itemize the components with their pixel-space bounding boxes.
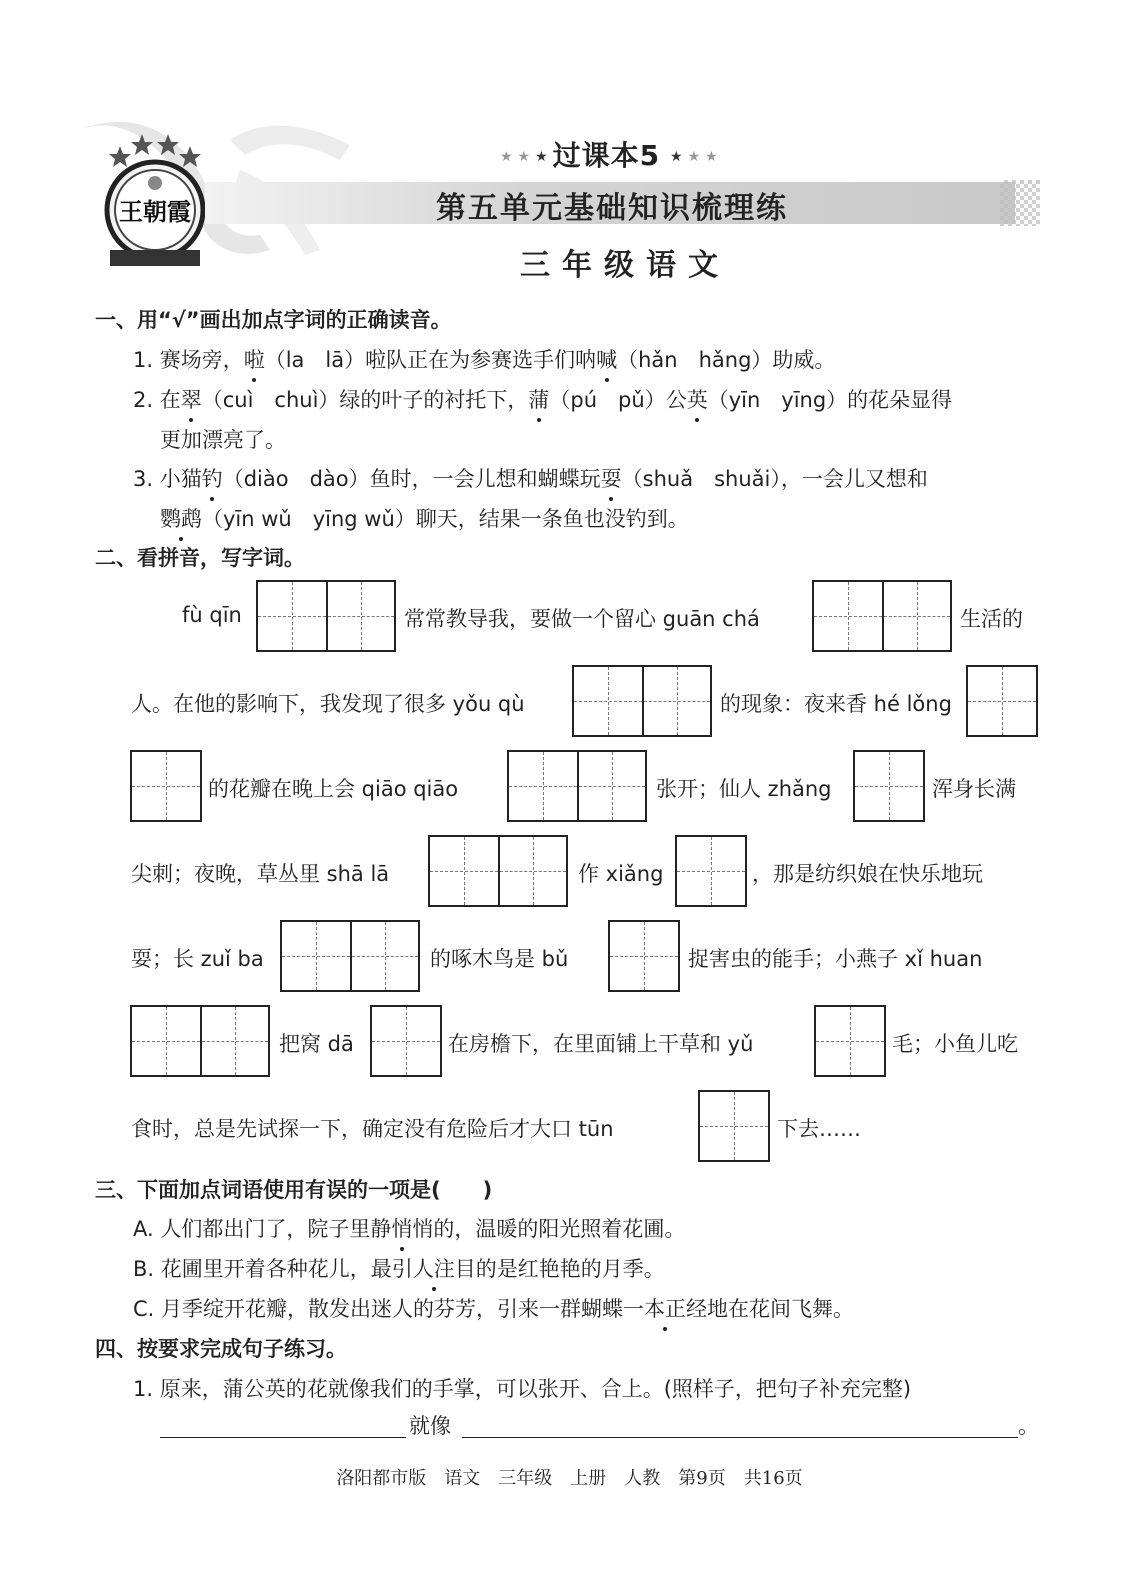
writing-box[interactable] [675, 835, 747, 907]
q2-text: 浑身长满 [932, 777, 1016, 801]
page-footer: 洛阳都市版 语文 三年级 上册 人教 第9页 共16页 [336, 1468, 803, 1489]
series-label [500, 134, 723, 174]
checker-decoration [1000, 180, 1040, 226]
q2-text: 张开；仙人 zhǎng [656, 777, 832, 801]
star-icon: ★ [535, 149, 553, 165]
writing-box[interactable] [572, 665, 712, 737]
q2-text: 常常教导我，要做一个留心 guān chá [404, 607, 760, 631]
option-c[interactable]: C. 月季绽开花瓣，散发出迷人的芬芳，引来一群蝴蝶一本正经地在花间飞舞。 [133, 1293, 854, 1323]
q2-text: 在房檐下，在里面铺上干草和 yǔ [448, 1032, 754, 1056]
writing-box[interactable] [256, 580, 396, 652]
q2-text: fù qīn [182, 603, 242, 627]
q2-text: 毛；小鱼儿吃 [892, 1032, 1018, 1056]
q2-text: 作 xiǎng [578, 862, 664, 886]
star-icon: ★★ [687, 149, 723, 165]
logo-text: 王朝霞 [119, 197, 191, 226]
q4-mid-text: 就像 [409, 1414, 451, 1438]
writing-box[interactable] [698, 1090, 770, 1162]
q4-end-mark: 。 [1018, 1414, 1039, 1438]
page-subtitle: 三年级语文 [520, 248, 730, 283]
section-2-heading: 二、看拼音，写字词。 [95, 546, 305, 570]
writing-box[interactable] [130, 750, 202, 822]
star-icon: ★ [660, 149, 688, 165]
q1-line-5: 鹦鹉（yīn wǔ yīng wǔ）聊天，结果一条鱼也没钓到。 [160, 503, 689, 533]
writing-box[interactable] [428, 835, 568, 907]
star-icon: ★★ [500, 149, 536, 165]
q2-text: 人。在他的影响下，我发现了很多 yǒu qù [131, 692, 525, 716]
writing-box[interactable] [280, 920, 420, 992]
writing-box[interactable] [853, 750, 925, 822]
option-a[interactable]: A. 人们都出门了，院子里静悄悄的，温暖的阳光照着花圃。 [133, 1213, 685, 1243]
page-title: 第五单元基础知识梳理练 [436, 191, 788, 226]
option-b[interactable]: B. 花圃里开着各种花儿，最引人注目的是红艳艳的月季。 [133, 1253, 665, 1283]
q2-text: ，那是纺织娘在快乐地玩 [752, 862, 983, 886]
q2-text: 的啄木鸟是 bǔ [430, 947, 569, 971]
q1-line-3: 更加漂亮了。 [160, 428, 286, 452]
q2-text: 耍；长 zuǐ ba [131, 947, 264, 971]
writing-box[interactable] [608, 920, 680, 992]
q1-line-1: 1. 赛场旁，啦（la lā）啦队正在为参赛选手们呐喊（hǎn hǎng）助威。 [133, 344, 835, 374]
q2-text: 尖刺；夜晚，草丛里 shā lā [131, 862, 390, 886]
q4-line-1: 1. 原来，蒲公英的花就像我们的手掌，可以张开、合上。(照样子，把句子补充完整) [133, 1377, 912, 1401]
section-4-heading: 四、按要求完成句子练习。 [95, 1337, 347, 1361]
q2-text: 的花瓣在晚上会 qiāo qiāo [208, 777, 459, 801]
q1-line-4: 3. 小猫钓（diào dào）鱼时，一会儿想和蝴蝶玩耍（shuǎ shuǎi），一会儿又想和 [133, 463, 928, 493]
q2-text: 生活的 [960, 607, 1023, 631]
writing-box[interactable] [130, 1005, 270, 1077]
section-1-heading: 一、用“√”画出加点字词的正确读音。 [95, 308, 452, 332]
q2-text: 的现象：夜来香 hé lǒng [720, 692, 952, 716]
q2-text: 捉害虫的能手；小燕子 xǐ huan [688, 947, 983, 971]
writing-box[interactable] [814, 1005, 886, 1077]
answer-blank[interactable] [462, 1437, 1018, 1438]
writing-box[interactable] [812, 580, 952, 652]
section-3-heading: 三、下面加点词语使用有误的一项是( ) [95, 1178, 493, 1202]
writing-box[interactable] [370, 1005, 442, 1077]
series-text: 过课本5 [552, 139, 661, 172]
q2-text: 下去…… [777, 1117, 861, 1141]
q1-line-2: 2. 在翠（cuì chuì）绿的叶子的衬托下，蒲（pú pǔ）公英（yīn yīng）的花朵显得 [133, 384, 952, 414]
brand-logo [100, 128, 210, 278]
q2-text: 食时，总是先试探一下，确定没有危险后才大口 tūn [131, 1117, 614, 1141]
answer-blank[interactable] [160, 1437, 406, 1438]
q2-text: 把窝 dā [279, 1032, 354, 1056]
writing-box[interactable] [966, 665, 1038, 737]
writing-box[interactable] [507, 750, 647, 822]
